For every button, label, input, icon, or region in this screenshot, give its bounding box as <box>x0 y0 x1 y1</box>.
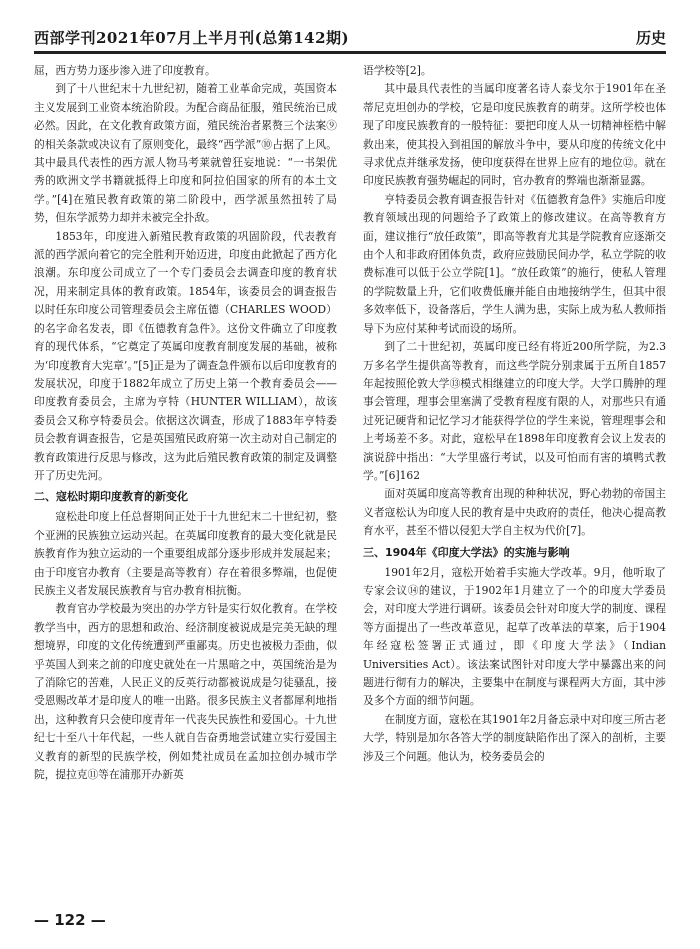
left-paragraph: 屈，西方势力逐步渗入进了印度教育。 <box>34 64 216 77</box>
right-paragraph: 在制度方面，寇松在其1901年2月备忘录中对印度三所古老大学，特别是加尔各答大学的制度缺陷作出了深入的剖析，主要涉及三个问题。他认为，校务委员会的 <box>363 712 666 763</box>
right-paragraph: 1901年2月，寇松开始着手实施大学改革。9月，他听取了专家会议⑭的建议，于1902年1月建立了一个的印度大学委员会，对印度大学进行调研。该委员会针对印度大学的制度、课程等方面提出了一些改革意见，起草了改革法的草案，后于1904年经寇松签署正式通过，即《印度大学法》（Indian Universities Act）。该法案试图针对印度大学中暴露出来的问题进行彻有力的解决，主要集中在制度与课程两大方面，其中涉及多个方面的细节问题。 <box>363 565 666 708</box>
left-column <box>34 62 337 897</box>
article-body <box>34 62 666 897</box>
right-section-heading: 三、1904年《印度大学法》的实施与影响 <box>363 545 570 559</box>
left-paragraph: 1853年，印度进入新殖民教育政策的巩固阶段，代表教育派的西学派向着它的完全胜利开始迈进，印度由此掀起了西方化浪潮。东印度公司成立了一个专门委员会去调查印度的教育状况，用来制定具体的教育政策。1854年，该委员会的调查报告以时任东印度公司管理委员会主席伍德（CHARLES WOOD）的名字命名发表，即《伍德教育急件》。这份文件确立了印度教育的现代体系，“它奠定了英属印度教育制度发展的基础，被称为‘印度教育大宪章’。”[5]正是为了调查急件颁布以后印度教育的发展状况，印度于1882年成立了历史上第一个教育委员会——印度教育委员会，主席为亨特（HUNTER WILLIAM），故该委员会又称亨特委员会。依据这次调查，形成了1883年亨特委员会教育调查报告，它是英国殖民政府第一次主动对自己制定的教育政策进行反思与修改，这为此后殖民教育政策的制定及调整开了历史先河。 <box>34 229 337 482</box>
left-paragraph: 寇松赴印度上任总督期间正处于十九世纪末二十世纪初，整个亚洲的民族独立运动兴起。在英属印度教育的最大变化就是民族教育作为独立运动的一个重要组成部分逐步形成并发展起来；由于印度官办教育（主要是高等教育）存在着很多弊端，也促使民族主义者发展民族教育与官办教育相抗衡。 <box>34 510 337 597</box>
journal-title: 西部学刊2021年07月上半月刊(总第142期) <box>34 29 350 47</box>
right-paragraph: 到了二十世纪初，英属印度已经有将近200所学院，为2.3万多名学生提供高等教育，而这些学院分别隶属于五所自1857年起按照伦敦大学⑬模式相继建立的印度大学。大学口腾肿的理事会管理，理事会里塞满了受教育程度有限的人，对那些只有通过死记硬背和记忆学习才能获得学位的学生来说，管理理事会和上考场差不多。对此，寇松早在1898年印度教育会议上发表的演说辞中指出：“大学里盛行考试，以及可怕而有害的填鸭式教学。”[6]162 <box>363 340 666 482</box>
header-rule <box>34 53 666 54</box>
right-paragraph: 面对英属印度高等教育出现的种种状况，野心勃勃的帝国主义者寇松认为印度人民的教育是中央政府的责任，他决心提高教育水平，甚至不惜以侵犯大学自主权为代价[7]。 <box>363 487 666 538</box>
left-section-heading: 二、寇松时期印度教育的新变化 <box>34 490 188 504</box>
left-paragraph: 到了十八世纪末十九世纪初，随着工业革命完成，英国资本主义发展到工业资本统治阶段。为配合商品征服，殖民统治已成必然。因此，在文化教育政策方面，殖民统治者累赘三个法案⑨的相关条款或决议有了原则变化，最终“西学派”⑩占据了上风。其中最具代表性的西方派人物马考莱就曾狂妄地说：“一书架优秀的欧洲文学书籍就抵得上印度和阿拉伯国家的所有的本土文学。”[4]在殖民教育政策的第二阶段中，西学派虽然扭转了局势，但东学派势力却并未被完全扑敌。 <box>34 82 337 225</box>
running-header <box>34 18 666 53</box>
left-paragraph: 教育官办学校最为突出的办学方针是实行奴化教育。在学校教学当中，西方的思想和政治、经济制度被说成是完美无缺的理想境界，印度的文化传统遭到严重鄙夷。历史也被极力歪曲，似乎英国人到来之前的印度史就处在一片黑暗之中，英国统治是为了消除它的苦难，人民正义的反英行动都被说成是匀徒骚乱，接受恩赐改革才是印度人的唯一出路。很多民族主义者都犀利地指出，这种教育只会使印度青年一代丧失民族性和爱国心。十九世纪七十至八十年代起，一些人就自告奋勇地尝试建立实行爱国主义教育的新型的民族学校，例如梵社成员在孟加拉创办城市学院，提拉克⑪等在浦那开办新英 <box>34 602 337 782</box>
right-paragraph: 语学校等[2]。 <box>363 64 432 77</box>
page-number: — 122 — <box>34 911 106 929</box>
right-column <box>363 62 666 897</box>
right-paragraph: 亨特委员会教育调查报告针对《伍德教育急件》实施后印度教育领域出现的问题给予了政策上的修改建议。在高等教育方面，建议推行“放任政策”，即高等教育尤其是学院教育应逐渐交由个人和非政府团体负责，政府应鼓励民间办学，私立学院的收费标准可以低于公立学院[1]。“放任政策”的施行，使私人管理的学院数量上升，它们收费低廉并能自由地接纳学生，但其中很多效率低下，设备落后，学生人满为患，实际上成为私人教师指导下为应付某种考试而设的场所。 <box>363 192 666 335</box>
right-paragraph: 其中最具代表性的当属印度著名诗人泰戈尔于1901年在圣蒂尼克坦创办的学校，它是印度民族教育的萌芽。这所学校也体现了印度民族教育的一般特征：要把印度人从一切精神桎梏中解救出来，使其投入到祖国的解放斗争中，要从印度的传统文化中寻求优点并继承发扬，使印度获得在世界上应有的地位⑫。就在印度民族教育强势崛起的同时，官办教育的弊端也渐渐显露。 <box>363 82 666 188</box>
section-label: 历史 <box>635 29 666 47</box>
